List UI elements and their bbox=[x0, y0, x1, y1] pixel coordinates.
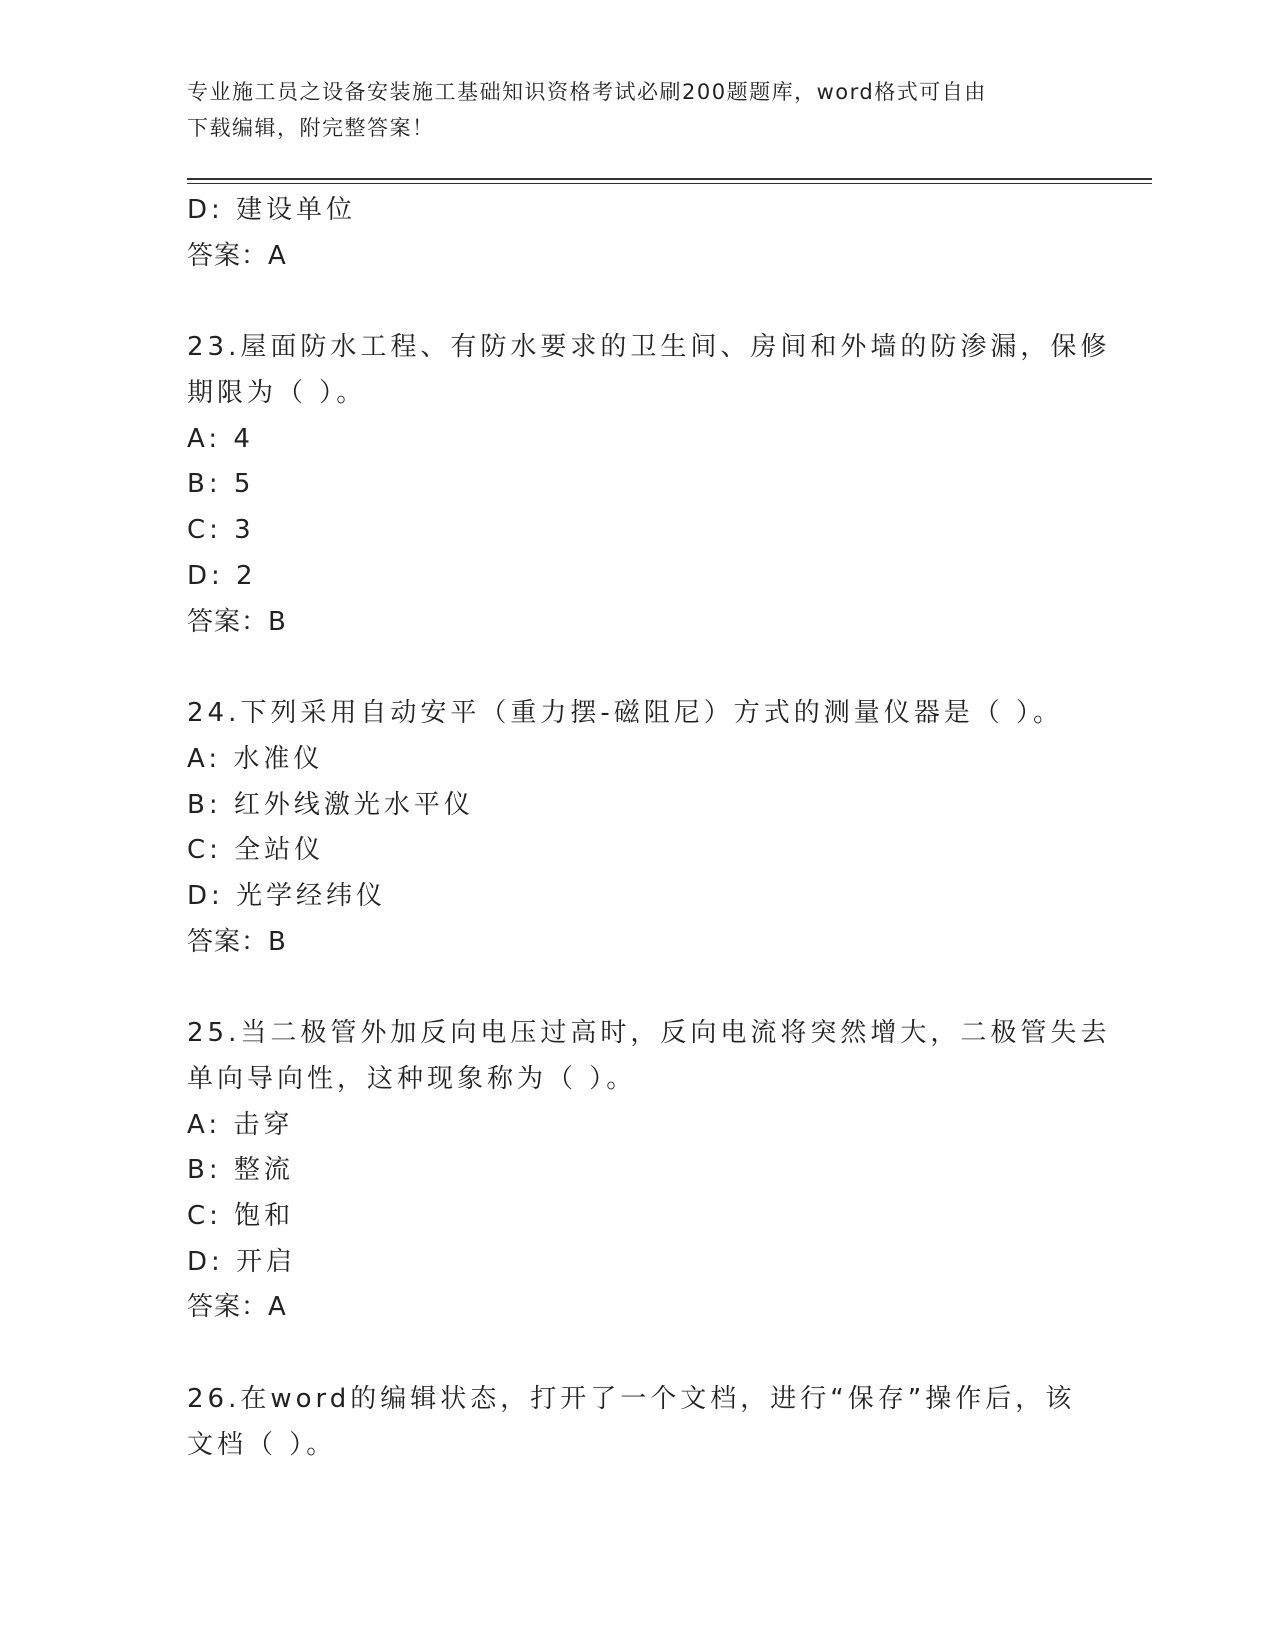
question-stem: 25.当二极管外加反向电压过高时，反向电流将突然增大，二极管失去 bbox=[187, 1018, 1111, 1049]
header-title-line-1: 专业施工员之设备安装施工基础知识资格考试必刷200题题库，word格式可自由 bbox=[187, 80, 987, 104]
option-b: B: 红外线激光水平仪 bbox=[187, 789, 474, 820]
previous-question-tail bbox=[187, 188, 1087, 279]
option-d: D: 2 bbox=[187, 560, 257, 591]
question-list bbox=[187, 188, 1111, 1469]
option-d: D: 建设单位 bbox=[187, 195, 357, 225]
option-a: A: 4 bbox=[187, 423, 254, 454]
answer-line: 答案：B bbox=[187, 926, 287, 957]
header-divider-thin bbox=[187, 183, 1152, 184]
question-stem: 24.下列采用自动安平（重力摆-磁阻尼）方式的测量仪器是（ ）。 bbox=[187, 698, 1063, 729]
option-b: B: 整流 bbox=[187, 1155, 294, 1186]
question-23 bbox=[187, 325, 1111, 645]
option-a: A: 水准仪 bbox=[187, 743, 324, 774]
question-stem: 23.屋面防水工程、有防水要求的卫生间、房间和外墙的防渗漏，保修 bbox=[187, 332, 1111, 363]
document-header bbox=[187, 74, 1077, 146]
question-stem: 单向导向性，这种现象称为（ ）。 bbox=[187, 1064, 637, 1094]
header-divider-thick bbox=[187, 178, 1152, 180]
answer-line: 答案：B bbox=[187, 606, 287, 637]
question-26 bbox=[187, 1377, 1087, 1468]
option-c: C: 全站仪 bbox=[187, 835, 325, 866]
question-25 bbox=[187, 1011, 1111, 1331]
option-b: B: 5 bbox=[187, 469, 255, 500]
option-d: D: 开启 bbox=[187, 1246, 297, 1277]
option-c: C: 饱和 bbox=[187, 1201, 295, 1232]
answer-line: 答案：A bbox=[187, 240, 287, 271]
question-stem: 26.在word的编辑状态，打开了一个文档，进行“保存”操作后，该 bbox=[187, 1384, 1076, 1415]
answer-line: 答案：A bbox=[187, 1292, 287, 1323]
option-a: A: 击穿 bbox=[187, 1109, 294, 1140]
question-24 bbox=[187, 691, 1087, 965]
header-title-line-2: 下载编辑，附完整答案！ bbox=[187, 116, 435, 140]
question-stem: 文档（ ）。 bbox=[187, 1429, 337, 1460]
question-stem: 期限为（ ）。 bbox=[187, 378, 367, 409]
option-c: C: 3 bbox=[187, 515, 255, 546]
option-d: D: 光学经纬仪 bbox=[187, 880, 387, 911]
